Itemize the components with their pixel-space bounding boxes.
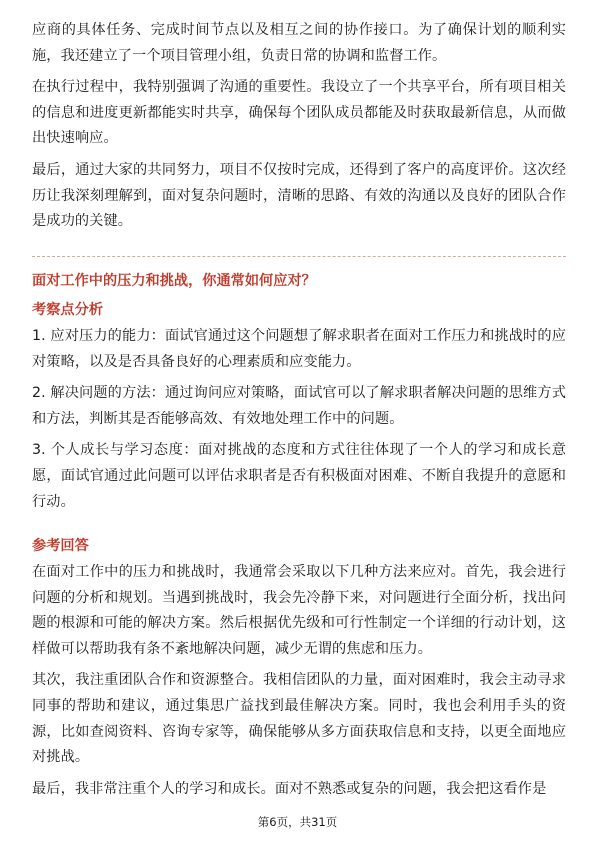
question-block xyxy=(32,270,566,292)
analysis-item: 2. 解决问题的方法：通过询问应对策略，面试官可以了解求职者解决问题的思维方式和方法，判断其是否能够高效、有效地处理工作中的问题。 xyxy=(32,385,566,427)
answer-paragraph: 最后，我非常注重个人的学习和成长。面对不熟悉或复杂的问题，我会把这看作是 xyxy=(32,780,547,797)
analysis-title: 考察点分析 xyxy=(32,302,103,318)
answer-paragraph: 其次，我注重团队合作和资源整合。我相信团队的力量，面对困难时，我会主动寻求同事的帮助和建议，通过集思广益找到最佳解决方案。同时，我也会利用手头的资源，比如查阅资料、咨询专家等，确保能够从多方面获取信息和支持，以更全面地应对挑战。 xyxy=(32,672,566,766)
paragraph: 最后，通过大家的共同努力，项目不仅按时完成，还得到了客户的高度评价。这次经历让我深刻理解到，面对复杂问题时，清晰的思路、有效的沟通以及良好的团队合作是成功的关键。 xyxy=(32,161,566,230)
analysis-section xyxy=(32,299,566,521)
answer-section xyxy=(32,535,566,808)
analysis-item: 3. 个人成长与学习态度：面对挑战的态度和方式往往体现了一个人的学习和成长意愿，面试官通过此问题可以评估求职者是否有积极面对困难、不断自我提升的意愿和行动。 xyxy=(32,442,566,510)
top-section xyxy=(32,18,566,241)
question-heading: 面对工作中的压力和挑战，你通常如何应对？ xyxy=(32,273,316,289)
page-number: 第6页，共31页 xyxy=(257,815,338,829)
answer-paragraph: 在面对工作中的压力和挑战时，我通常会采取以下几种方法来应对。首先，我会进行问题的分析和规划。当遇到挑战时，我会先冷静下来，对问题进行全面分析，找出问题的根源和可能的解决方案。然后根据优先级和可行性制定一个详细的行动计划，这样做可以帮助我有条不紊地解决问题，减少无谓的焦虑和压力。 xyxy=(32,564,566,657)
section-divider xyxy=(32,256,566,257)
analysis-item: 1. 应对压力的能力：面试官通过这个问题想了解求职者在面对工作压力和挑战时的应对策略，以及是否具备良好的心理素质和应变能力。 xyxy=(32,328,566,370)
paragraph: 应商的具体任务、完成时间节点以及相互之间的协作接口。为了确保计划的顺利实施，我还建立了一个项目管理小组，负责日常的协调和监督工作。 xyxy=(32,22,566,64)
paragraph: 在执行过程中，我特别强调了沟通的重要性。我设立了一个共享平台，所有项目相关的信息和进度更新都能实时共享，确保每个团队成员都能及时获取最新信息，从而做出快速响应。 xyxy=(32,79,566,147)
answer-title: 参考回答 xyxy=(32,538,89,554)
